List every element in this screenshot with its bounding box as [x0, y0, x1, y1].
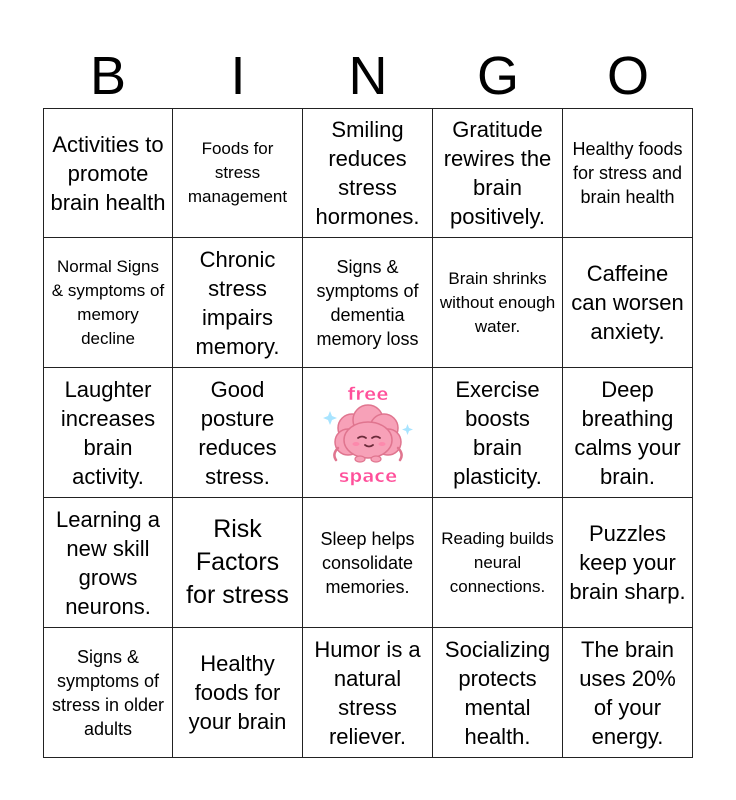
bingo-cell[interactable]: Socializing protects mental health.: [433, 628, 563, 758]
bingo-cell[interactable]: Brain shrinks without enough water.: [433, 238, 563, 368]
header-letter-g: G: [476, 46, 519, 106]
bingo-cell[interactable]: Signs & symptoms of dementia memory loss: [303, 238, 433, 368]
bingo-cell[interactable]: Healthy foods for your brain: [173, 628, 303, 758]
bingo-cell[interactable]: Sleep helps consolidate memories.: [303, 498, 433, 628]
bingo-cell[interactable]: Laughter increases brain activity.: [43, 368, 173, 498]
bingo-cell[interactable]: Exercise boosts brain plasticity.: [433, 368, 563, 498]
bingo-cell[interactable]: Good posture reduces stress.: [173, 368, 303, 498]
header-letter-o: O: [606, 46, 649, 106]
header-letter-n: N: [348, 46, 388, 106]
bingo-cell[interactable]: Activities to promote brain health: [43, 108, 173, 238]
free-space-top-text: free: [346, 383, 389, 405]
bingo-cell[interactable]: Puzzles keep your brain sharp.: [563, 498, 693, 628]
bingo-cell[interactable]: Caffeine can worsen anxiety.: [563, 238, 693, 368]
bingo-cell[interactable]: Smiling reduces stress hormones.: [303, 108, 433, 238]
bingo-cell[interactable]: Gratitude rewires the brain positively.: [433, 108, 563, 238]
bingo-cell[interactable]: Humor is a natural stress reliever.: [303, 628, 433, 758]
bingo-cell[interactable]: Foods for stress management: [173, 108, 303, 238]
header-letter-i: I: [230, 46, 246, 106]
free-space-brain-icon: [320, 378, 416, 488]
free-space-bottom-text: space: [338, 465, 397, 487]
bingo-cell[interactable]: Reading builds neural connections.: [433, 498, 563, 628]
bingo-cell[interactable]: Deep breathing calms your brain.: [563, 368, 693, 498]
bingo-cell[interactable]: Signs & symptoms of stress in older adults: [43, 628, 173, 758]
free-space-cell[interactable]: [303, 368, 433, 498]
bingo-cell[interactable]: The brain uses 20% of your energy.: [563, 628, 693, 758]
bingo-cell[interactable]: Healthy foods for stress and brain health: [563, 108, 693, 238]
bingo-cell[interactable]: Learning a new skill grows neurons.: [43, 498, 173, 628]
bingo-cell[interactable]: Normal Signs & symptoms of memory decline: [43, 238, 173, 368]
bingo-cell[interactable]: Risk Factors for stress: [173, 498, 303, 628]
header-letter-b: B: [89, 46, 127, 106]
bingo-header: [43, 44, 693, 108]
bingo-card-grid: [43, 108, 693, 758]
bingo-cell[interactable]: Chronic stress impairs memory.: [173, 238, 303, 368]
